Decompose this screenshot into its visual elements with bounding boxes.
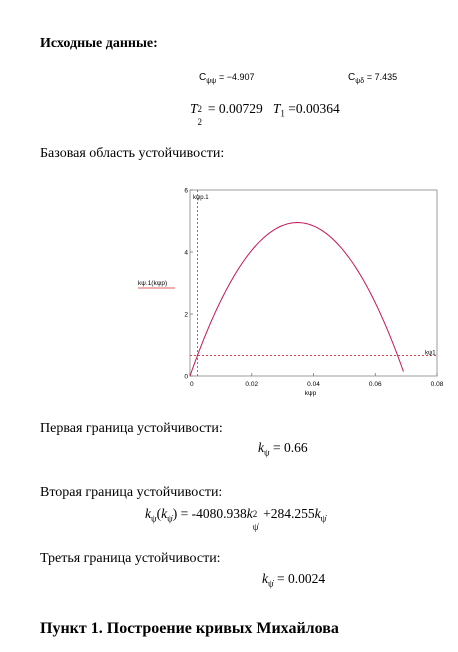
vertical-boundary-label: kψp.1 [193,195,209,201]
x-tick-label: 0.08 [430,381,444,388]
boundary2-coef1: = -4080.938 [177,506,247,521]
boundary2-lhs-k: k [145,506,151,521]
boundary3-equation [262,571,325,589]
boundary3-k: k [262,571,268,586]
stability-chart [137,185,449,407]
t2-value: = 0.00729 [204,101,263,116]
t1-symbol: T [272,101,281,116]
coefficient-c-psidelta [348,72,397,85]
c-psipsi-subscript: ψψ [206,78,217,85]
boundary2-lhs-sub: ψ [151,513,157,524]
boundary3-sub: ψ̇ [268,578,274,589]
y-tick-label: 0 [184,373,188,381]
horizontal-boundary-label: kψ1 [425,350,436,357]
c-psidelta-symbol: C [348,72,356,83]
boundary1-value: = 0.66 [269,440,308,455]
boundary2-arg-sub: ψ̇ [167,513,173,524]
boundary2-k3-sub: ψ̇ [320,513,327,524]
boundary2-k2-sub: ψ̇ [252,522,259,532]
boundary2-arg-k: k [161,506,168,521]
x-tick-label: 0.04 [307,381,320,388]
y-axis-label: kψ.1(kψp) [138,280,168,287]
section-heading: Пункт 1. Построение кривых Михайлова [40,620,339,637]
boundary2-coef2: +284.255 [259,506,315,521]
y-tick-label: 2 [184,311,188,319]
boundary2-title: Вторая граница устойчивости: [40,485,223,500]
c-psipsi-value: = −4.907 [219,72,255,82]
boundary2-equation [145,506,327,532]
c-psidelta-value: = 7.435 [366,72,398,82]
plot-frame [190,190,437,376]
x-tick-label: 0 [190,381,194,388]
boundary2-k3: k [314,506,321,521]
x-axis-label: kψp [304,390,317,397]
coefficient-c-psipsi [199,72,255,85]
x-tick-label: 0.06 [368,381,382,388]
t1-value: =0.00364 [284,101,340,116]
source-data-heading: Исходные данные: [40,36,158,51]
boundary2-k2-sup: 2 [252,509,258,519]
t2-subscript: 2 [197,117,203,127]
boundary2-paren-open: ( [156,506,162,521]
base-region-title: Базовая область устойчивости: [40,146,225,161]
y-tick-label: 4 [184,249,188,257]
c-psidelta-subscript: ψδ [355,78,365,85]
boundary1-sub: ψ [264,447,270,458]
x-tick-label: 0.02 [245,381,259,388]
t2-symbol: T [190,101,198,116]
boundary1-equation [258,440,308,458]
boundary2-k2: k [246,506,253,521]
boundary1-k: k [258,440,264,455]
time-constants-equation [190,101,340,127]
t2-superscript: 2 [197,104,203,114]
c-psipsi-symbol: C [199,72,207,83]
boundary3-value: = 0.0024 [273,571,326,586]
t1-subscript: 1 [280,108,285,119]
boundary2-paren-close: ) [172,506,178,521]
boundary1-title: Первая граница устойчивости: [40,421,223,436]
boundary3-title: Третья граница устойчивости: [40,551,221,566]
y-tick-label: 6 [184,187,188,195]
